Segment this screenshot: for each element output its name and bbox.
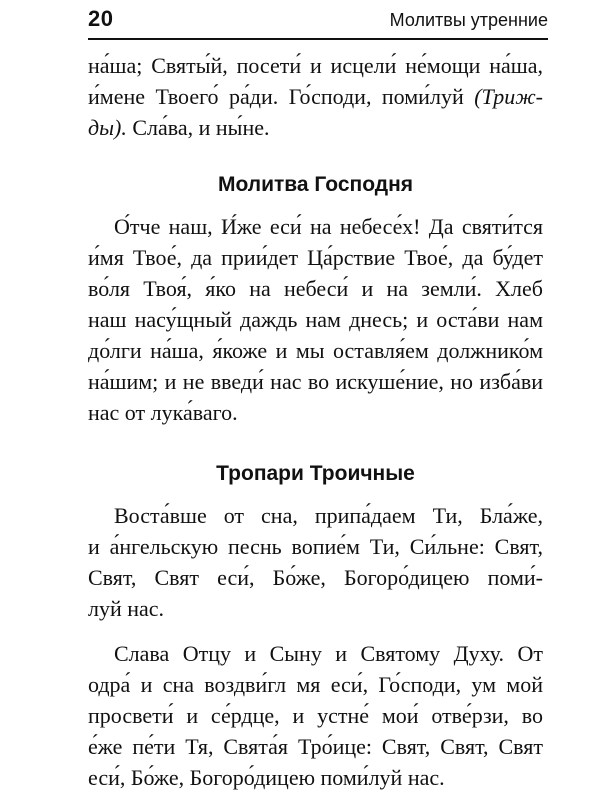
text-segment: Сла́ва, и ны́не.	[132, 115, 270, 140]
body-text	[88, 50, 543, 793]
text-line	[88, 112, 543, 143]
text-line: на́ша; Святы́й, посети́ и исцели́ не́мощи на́ша,	[88, 53, 543, 78]
text-line: нас от лука́ваго.	[88, 400, 238, 425]
text-line: еси́, Бо́же, Богоро́дицею поми́луй нас.	[88, 765, 445, 790]
text-line: просвети́ и се́рдце, и устне́ мои́ отве́рзи, во	[88, 703, 543, 728]
text-line: до́лги на́ша, я́коже и мы оставля́ем должнико́м	[88, 338, 543, 363]
intro-paragraph	[88, 50, 543, 143]
rubric-italic: (Триж-	[474, 84, 544, 109]
section-heading-lords-prayer: Молитва Господня	[217, 173, 414, 196]
text-line: луй нас.	[88, 596, 165, 621]
text-line: и́мя Твое́, да прии́дет Ца́рствие Твое́, да бу́дет	[88, 245, 543, 270]
paragraph-gap	[88, 624, 543, 638]
lords-prayer-paragraph	[88, 211, 543, 428]
text-line: Воста́вше от сна, припа́даем Ти, Бла́же,	[114, 503, 543, 528]
page-number: 20	[88, 6, 114, 31]
text-line: на́шим; и не введи́ нас во искуше́ние, но изба́ви	[88, 369, 543, 394]
text-line: О́тче наш, И́же еси́ на небесе́х! Да святи́тся	[114, 214, 543, 239]
text-line: и а́нгельскую песнь вопие́м Ти, Си́льне: Свят,	[88, 534, 543, 559]
text-line: е́же пе́ти Тя, Свята́я Тро́ице: Свят, Свят, Свят	[88, 734, 543, 759]
text-line: Свят, Свят еси́, Бо́же, Богоро́дицею поми́-	[88, 565, 543, 590]
page-header	[88, 4, 548, 38]
text-segment: и́мене Твоего́ ра́ди. Го́споди, поми́луй	[88, 84, 464, 109]
text-line: наш насу́щный даждь нам днесь; и оста́ви нам	[88, 307, 543, 332]
text-line	[88, 81, 543, 112]
running-title: Молитвы утренние	[389, 10, 548, 30]
section-heading-troparia: Тропари Троичные	[216, 462, 415, 485]
troparion-paragraph-1	[88, 500, 543, 624]
text-line: Слава Отцу и Сыну и Святому Духу. От	[114, 641, 543, 666]
text-line: во́ля Твоя́, я́ко на небеси́ и на земли́. Хлеб	[88, 276, 543, 301]
rubric-italic: ды).	[88, 115, 127, 140]
header-rule	[88, 38, 548, 40]
text-line: одра́ и сна воздви́гл мя еси́, Го́споди, ум мой	[88, 672, 543, 697]
troparion-paragraph-2	[88, 638, 543, 793]
